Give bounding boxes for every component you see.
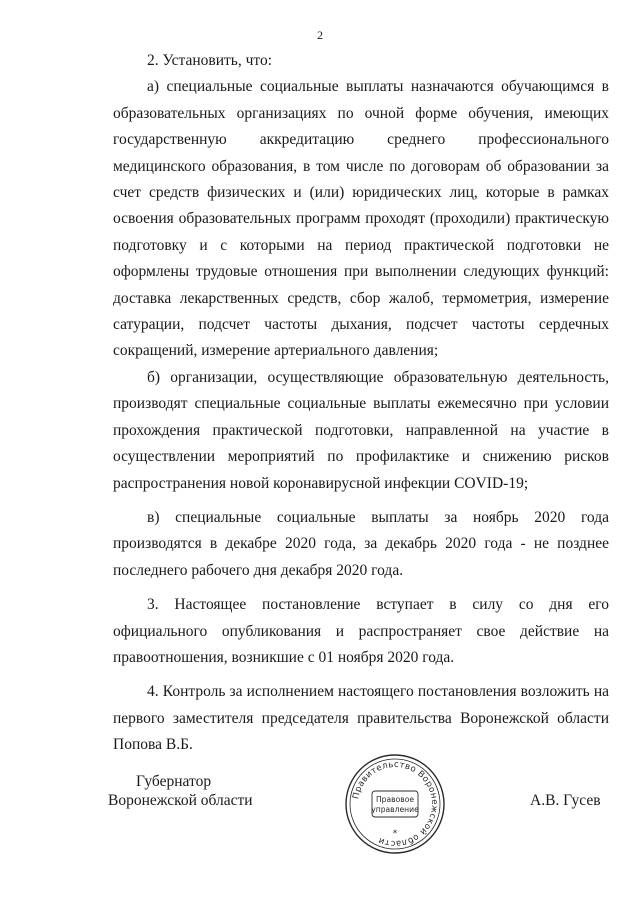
paragraph-3: 3. Настоящее постановление вступает в силу со дня его официального опубликования и распространяет свое действие на правоотношения, возникшие с 01 ноября 2020 года. <box>113 596 609 666</box>
seal-star: * <box>392 829 398 839</box>
paragraph-2a: а) специальные социальные выплаты назначаются обучающимся в образовательных организациях по очной форме обучения, имеющих государственную аккредитацию среднего профессионального медицинского образования, в том числе по договорам об образовании за счет средств физических и (или) юридических лиц, которые в рамках освоения образовательных программ проходят (проходили) практическую подготовку и с которыми на период практической подготовки не оформлены трудовые отношения при выполнении следующих функций: доставка лекарственных средств, сбор жалоб, термометрия, измерение сатурации, подсчет частоты дыхания, подсчет частоты сердечных сокращений, измерение артериального давления; <box>113 78 609 360</box>
seal-stamp-icon <box>343 752 447 856</box>
official-seal <box>343 752 447 856</box>
seal-ring-textpath: Правительство Воронежской области <box>351 759 440 849</box>
signer-name: А.В. Гусев <box>530 792 601 809</box>
signature-title-line2: Воронежской области <box>108 792 253 809</box>
document-body <box>113 48 609 759</box>
signature-title <box>108 772 253 810</box>
seal-center-line1: Правовое <box>375 795 415 804</box>
signature-title-line1: Губернатор <box>136 773 212 790</box>
paragraph-2b: б) организации, осуществляющие образовательную деятельность, производят специальные социальные выплаты ежемесячно при условии прохождения практической подготовки, направленной на участие в осуществлении мероприятий по профилактике и снижению рисков распространения новой коронавирусной инфекции COVID-19; <box>113 368 609 492</box>
seal-center-line2: управление <box>371 805 419 814</box>
paragraph-2-intro: 2. Установить, что: <box>147 52 273 69</box>
paragraph-4: 4. Контроль за исполнением настоящего постановления возложить на первого заместителя председателя правительства Воронежской области Попова В.Б. <box>113 683 609 754</box>
page-number: 2 <box>317 28 323 42</box>
paragraph-2v: в) специальные социальные выплаты за ноябрь 2020 года производятся в декабре 2020 года, за декабрь 2020 года - не позднее последнего рабочего дня декабря 2020 года. <box>113 508 609 579</box>
